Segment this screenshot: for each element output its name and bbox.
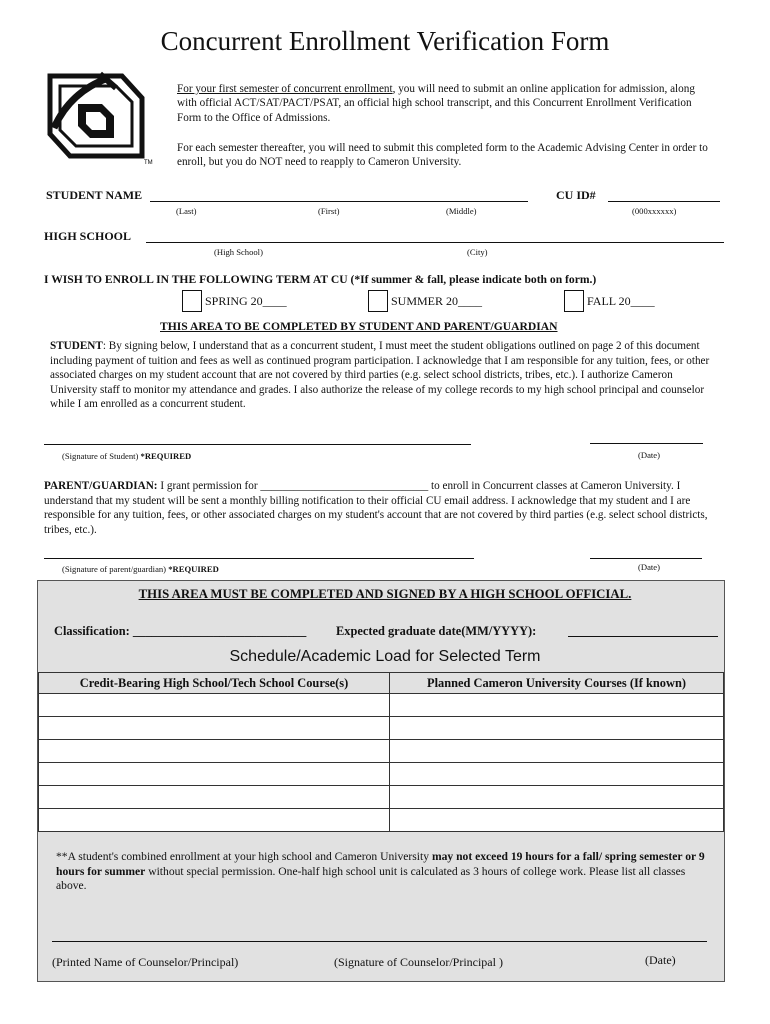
parent-signature-line[interactable] — [44, 558, 474, 559]
schedule-table — [38, 672, 724, 832]
official-signature-caption: (Signature of Counselor/Principal ) — [334, 955, 503, 969]
cuid-field[interactable] — [608, 201, 720, 202]
grad-date-field[interactable] — [568, 636, 718, 637]
table-cell[interactable] — [39, 809, 390, 832]
fall-label: FALL 20____ — [587, 294, 655, 308]
high-school-label: HIGH SCHOOL — [44, 229, 132, 243]
fall-checkbox[interactable] — [564, 290, 584, 312]
table-cell[interactable] — [39, 763, 390, 786]
classification-field[interactable]: Classification: ____________________________ — [54, 624, 307, 638]
grad-date-label: Expected graduate date(MM/YYYY): — [336, 624, 537, 638]
parent-statement: PARENT/GUARDIAN: I grant permission for ______________________________ to enroll in Concurrent classes at Cameron University. I understand that my student will be sent a monthly billing notification to their official CU email address. I acknowledge that my student and I are responsible for any tuition, fees, or other associated charges on my student's account that are not covered by third parties (e.g. select school districts, tribes, etc.). — [44, 480, 708, 536]
table-cell[interactable] — [39, 740, 390, 763]
table-cell[interactable] — [390, 763, 724, 786]
high-school-field[interactable] — [146, 242, 724, 243]
table-cell[interactable] — [390, 694, 724, 717]
col-high-school-courses: Credit-Bearing High School/Tech School Course(s) — [39, 673, 390, 694]
enrollment-note: **A student's combined enrollment at your high school and Cameron University may not exceed 19 hours for a fall/ spring semester or 9 hours for summer without special permission. One-half high school unit is calculated as 3 hours of college work. Please list all classes above. — [56, 850, 705, 893]
official-date-caption: (Date) — [645, 953, 676, 967]
official-signature-line[interactable] — [52, 941, 707, 942]
middle-caption: (Middle) — [446, 206, 477, 216]
intro-paragraph-2: For each semester thereafter, you will need to submit this completed form to the Academic Advising Center in order to enroll, but you do NOT need to reapply to Cameron University. — [177, 142, 708, 169]
table-cell[interactable] — [390, 809, 724, 832]
parent-date-caption: (Date) — [638, 562, 660, 572]
table-cell[interactable] — [39, 717, 390, 740]
parent-date-line[interactable] — [590, 558, 702, 559]
schedule-title: Schedule/Academic Load for Selected Term — [229, 648, 541, 665]
svg-text:TM: TM — [144, 160, 153, 166]
table-cell[interactable] — [39, 786, 390, 809]
spring-label: SPRING 20____ — [205, 294, 287, 308]
official-heading: THIS AREA MUST BE COMPLETED AND SIGNED BY A HIGH SCHOOL OFFICIAL. — [138, 587, 632, 601]
city-caption: (City) — [467, 247, 488, 257]
parent-signature-caption: (Signature of parent/guardian) *REQUIRED — [62, 564, 219, 574]
table-cell[interactable] — [39, 694, 390, 717]
page-title: Concurrent Enrollment Verification Form — [160, 26, 610, 56]
student-section-heading: THIS AREA TO BE COMPLETED BY STUDENT AND PARENT/GUARDIAN — [160, 320, 558, 333]
spring-checkbox[interactable] — [182, 290, 202, 312]
student-name-label: STUDENT NAME — [46, 188, 143, 202]
summer-checkbox[interactable] — [368, 290, 388, 312]
last-caption: (Last) — [176, 206, 197, 216]
table-cell[interactable] — [390, 786, 724, 809]
term-heading: I WISH TO ENROLL IN THE FOLLOWING TERM AT CU (*If summer & fall, please indicate both on form.) — [44, 273, 597, 286]
first-caption: (First) — [318, 206, 340, 216]
col-cameron-courses: Planned Cameron University Courses (If known) — [390, 673, 724, 694]
student-name-field[interactable] — [150, 201, 528, 202]
cameron-logo — [30, 68, 158, 168]
student-date-line[interactable] — [590, 443, 703, 444]
table-cell[interactable] — [390, 740, 724, 763]
cuid-label: CU ID# — [556, 188, 596, 202]
student-date-caption: (Date) — [638, 450, 660, 460]
student-statement: STUDENT: By signing below, I understand that as a concurrent student, I must meet the student obligations outlined on page 2 of this document including payment of tuition and fees as well as continued program participation. I acknowledge that I am responsible for any tuition, fees, or other associated charges on my student account that are not covered by third parties (e.g. select school districts, tribes, etc.). I authorize Cameron University staff to monitor my attendance and grades. I also authorize the release of my college records to my high school principal and counselor while I am enrolled as a concurrent student. — [50, 340, 710, 411]
high-school-caption: (High School) — [214, 247, 263, 257]
printed-name-caption: (Printed Name of Counselor/Principal) — [52, 955, 239, 969]
table-cell[interactable] — [390, 717, 724, 740]
student-signature-caption: (Signature of Student) *REQUIRED — [62, 451, 192, 461]
summer-label: SUMMER 20____ — [391, 294, 483, 308]
student-signature-line[interactable] — [44, 444, 471, 445]
cuid-format-caption: (000xxxxxx) — [632, 206, 677, 216]
intro-paragraph-1: For your first semester of concurrent enrollment, you will need to submit an online application for admission, along with official ACT/SAT/PACT/PSAT, an official high school transcript, and this Concurrent Enrollment Verification Form to the Office of Admissions. — [177, 83, 695, 124]
